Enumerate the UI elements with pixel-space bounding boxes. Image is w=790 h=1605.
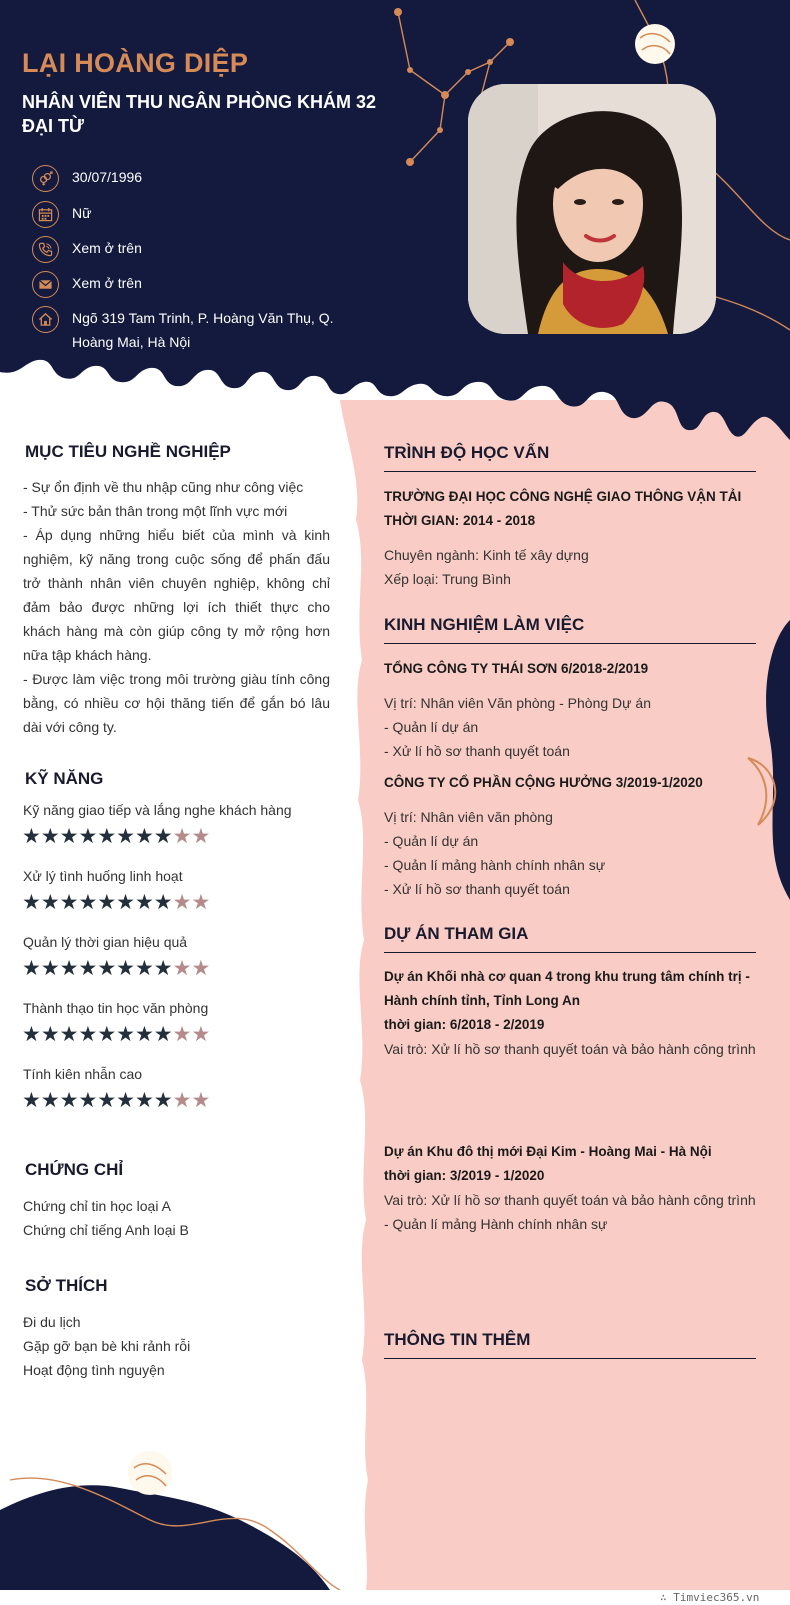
- star-filled-icon: ★: [22, 1023, 41, 1046]
- project-name: Dự án Khối nhà cơ quan 4 trong khu trung tâm chính trị - Hành chính tỉnh, Tỉnh Long An: [384, 969, 750, 1008]
- hobbies-heading: [25, 1276, 108, 1296]
- star-filled-icon: ★: [153, 957, 173, 980]
- job-line: - Quản lí dự án: [384, 833, 479, 849]
- home-icon: [32, 306, 59, 333]
- objective-heading: [25, 442, 231, 462]
- skill-rating: [22, 958, 210, 979]
- star-filled-icon: ★: [59, 1089, 79, 1112]
- project-2: [384, 1140, 756, 1236]
- star-filled-icon: ★: [97, 891, 117, 914]
- star-filled-icon: ★: [134, 891, 154, 914]
- skills-title: KỸ NĂNG: [25, 769, 104, 788]
- hobby-item: Hoạt động tình nguyện: [23, 1362, 165, 1378]
- project-name: Dự án Khu đô thị mới Đại Kim - Hoàng Mai - Hà Nội: [384, 1144, 712, 1159]
- job-title: NHÂN VIÊN THU NGÂN PHÒNG KHÁM 32 ĐẠI TỪ: [22, 92, 377, 136]
- star-filled-icon: ★: [78, 1089, 98, 1112]
- skill-rating: [22, 892, 210, 913]
- hobbies-list: [23, 1310, 323, 1382]
- objective-line: - Được làm việc trong môi trường giàu tính công bằng, có nhiều cơ hội thăng tiến để gắn bó lâu dài với công ty.: [23, 671, 330, 735]
- hobbies-title: SỞ THÍCH: [25, 1276, 108, 1295]
- projects-heading: DỰ ÁN THAM GIA: [384, 924, 756, 953]
- star-filled-icon: ★: [78, 825, 98, 848]
- job-line: - Xử lí hồ sơ thanh quyết toán: [384, 881, 570, 897]
- certificate-item: Chứng chỉ tin học loại A: [23, 1198, 171, 1214]
- star-filled-icon: ★: [116, 825, 135, 848]
- objective-line: - Thử sức bản thân trong một lĩnh vực mới: [23, 503, 288, 519]
- job-line: Vị trí: Nhân viên văn phòng: [384, 809, 553, 825]
- job-line: - Quản lí dự án: [384, 719, 479, 735]
- star-empty-icon: ★: [172, 1023, 192, 1046]
- skill-label: Thành thạo tin học văn phòng: [23, 1000, 209, 1016]
- star-filled-icon: ★: [153, 891, 173, 914]
- certificates-title: CHỨNG CHỈ: [25, 1160, 124, 1179]
- star-filled-icon: ★: [153, 825, 173, 848]
- star-filled-icon: ★: [40, 957, 60, 980]
- certificates-list: [23, 1194, 323, 1242]
- experience-heading: KINH NGHIỆM LÀM VIỆC: [384, 615, 756, 644]
- star-filled-icon: ★: [59, 1023, 79, 1046]
- contact-phone[interactable]: Xem ở trên: [72, 240, 142, 256]
- project-line: Vai trò: Xử lí hồ sơ thanh quyết toán và bảo hành công trình: [384, 1041, 756, 1057]
- candidate-name: LẠI HOÀNG DIỆP: [22, 48, 249, 78]
- contact-row-email: [32, 271, 342, 298]
- star-filled-icon: ★: [78, 891, 98, 914]
- star-filled-icon: ★: [134, 1089, 154, 1112]
- phone-icon: [32, 236, 59, 263]
- star-filled-icon: ★: [97, 1023, 117, 1046]
- job-line: - Quản lí mảng hành chính nhân sự: [384, 857, 606, 873]
- experience-job-1: [384, 657, 756, 763]
- hobby-item: Đi du lịch: [23, 1314, 81, 1330]
- mail-icon: [32, 271, 59, 298]
- education-heading: TRÌNH ĐỘ HỌC VẤN: [384, 443, 756, 472]
- education-block: [384, 485, 756, 591]
- skill-rating: [22, 1024, 210, 1045]
- star-filled-icon: ★: [22, 891, 41, 914]
- star-filled-icon: ★: [78, 957, 98, 980]
- hobby-item: Gặp gỡ bạn bè khi rảnh rỗi: [23, 1338, 191, 1354]
- skill-label: Tính kiên nhẫn cao: [23, 1066, 143, 1082]
- skills-heading: [25, 769, 103, 789]
- contact-gender: Nữ: [72, 205, 92, 221]
- star-filled-icon: ★: [153, 1089, 173, 1112]
- skill-label: Quản lý thời gian hiệu quả: [23, 934, 188, 950]
- skill-rating: [22, 826, 210, 847]
- contact-row-phone: [32, 236, 342, 263]
- star-filled-icon: ★: [22, 957, 41, 980]
- star-empty-icon: ★: [191, 825, 211, 848]
- star-empty-icon: ★: [191, 891, 211, 914]
- star-filled-icon: ★: [22, 825, 41, 848]
- star-empty-icon: ★: [172, 891, 192, 914]
- experience-job-2: [384, 771, 756, 901]
- star-filled-icon: ★: [134, 957, 154, 980]
- star-filled-icon: ★: [134, 1023, 154, 1046]
- contact-row-gender: [32, 201, 342, 228]
- certificates-heading: [25, 1160, 123, 1180]
- star-empty-icon: ★: [191, 957, 211, 980]
- star-filled-icon: ★: [153, 1023, 173, 1046]
- job-line: Vị trí: Nhân viên Văn phòng - Phòng Dự án: [384, 695, 651, 711]
- project-line: Vai trò: Xử lí hồ sơ thanh quyết toán và bảo hành công trình: [384, 1192, 756, 1208]
- star-filled-icon: ★: [116, 957, 135, 980]
- skill-label: Kỹ năng giao tiếp và lắng nghe khách hàng: [23, 802, 292, 818]
- education-time: THỜI GIAN: 2014 - 2018: [384, 513, 536, 528]
- star-filled-icon: ★: [40, 1089, 60, 1112]
- star-empty-icon: ★: [172, 957, 192, 980]
- job-company: CÔNG TY CỔ PHẦN CỘNG HƯỞNG 3/2019-1/2020: [384, 775, 703, 790]
- skill-label: Xử lý tình huống linh hoạt: [23, 868, 183, 884]
- certificate-item: Chứng chỉ tiếng Anh loại B: [23, 1222, 189, 1238]
- project-time: thời gian: 6/2018 - 2/2019: [384, 1017, 545, 1032]
- job-line: - Xử lí hồ sơ thanh quyết toán: [384, 743, 570, 759]
- project-time: thời gian: 3/2019 - 1/2020: [384, 1168, 545, 1183]
- contact-row-address: [32, 306, 342, 354]
- star-filled-icon: ★: [97, 957, 117, 980]
- star-filled-icon: ★: [134, 825, 154, 848]
- star-filled-icon: ★: [59, 891, 79, 914]
- star-filled-icon: ★: [78, 1023, 98, 1046]
- star-empty-icon: ★: [172, 825, 192, 848]
- contact-dob: 30/07/1996: [72, 169, 143, 185]
- education-major: Chuyên ngành: Kinh tế xây dựng: [384, 547, 589, 563]
- education-school: TRƯỜNG ĐẠI HỌC CÔNG NGHỆ GIAO THÔNG VẬN TẢI: [384, 489, 742, 504]
- star-empty-icon: ★: [191, 1089, 211, 1112]
- star-filled-icon: ★: [59, 957, 79, 980]
- profile-photo: [468, 84, 716, 334]
- skill-rating: [22, 1090, 210, 1111]
- extra-info-heading: THÔNG TIN THÊM: [384, 1330, 756, 1359]
- star-filled-icon: ★: [40, 891, 60, 914]
- education-grade: Xếp loại: Trung Bình: [384, 571, 511, 587]
- objective-line: - Sự ổn định về thu nhập cũng như công việc: [23, 479, 304, 495]
- star-filled-icon: ★: [22, 1089, 41, 1112]
- contact-row-dob: [32, 165, 342, 192]
- watermark: ∴ Timviec365.vn: [660, 1591, 760, 1604]
- project-1: [384, 965, 756, 1061]
- star-filled-icon: ★: [97, 1089, 117, 1112]
- calendar-icon: [32, 201, 59, 228]
- contact-address: Ngõ 319 Tam Trinh, P. Hoàng Văn Thụ, Q. Hoàng Mai, Hà Nội: [72, 310, 334, 350]
- star-filled-icon: ★: [116, 891, 135, 914]
- star-filled-icon: ★: [97, 825, 117, 848]
- gender-icon: [32, 165, 59, 192]
- star-filled-icon: ★: [40, 825, 60, 848]
- star-empty-icon: ★: [172, 1089, 192, 1112]
- star-filled-icon: ★: [116, 1089, 135, 1112]
- star-filled-icon: ★: [59, 825, 79, 848]
- star-empty-icon: ★: [191, 1023, 211, 1046]
- contact-email[interactable]: Xem ở trên: [72, 275, 142, 291]
- star-filled-icon: ★: [116, 1023, 135, 1046]
- star-filled-icon: ★: [40, 1023, 60, 1046]
- objective-line: - Áp dụng những hiểu biết của mình và kinh nghiệm, kỹ năng trong cuộc sống để phấn đấu trở thành nhân viên chuyên nghiệp, không chỉ đảm bảo được những lợi ích thiết thực cho khách hàng mà còn giúp công ty mở rộng hơn nữa tập khách hàng.: [23, 527, 330, 663]
- job-company: TỔNG CÔNG TY THÁI SƠN 6/2018-2/2019: [384, 661, 649, 676]
- project-line: - Quản lí mảng Hành chính nhân sự: [384, 1216, 608, 1232]
- objective-title: MỤC TIÊU NGHỀ NGHIỆP: [25, 442, 231, 461]
- objective-text: [23, 475, 330, 739]
